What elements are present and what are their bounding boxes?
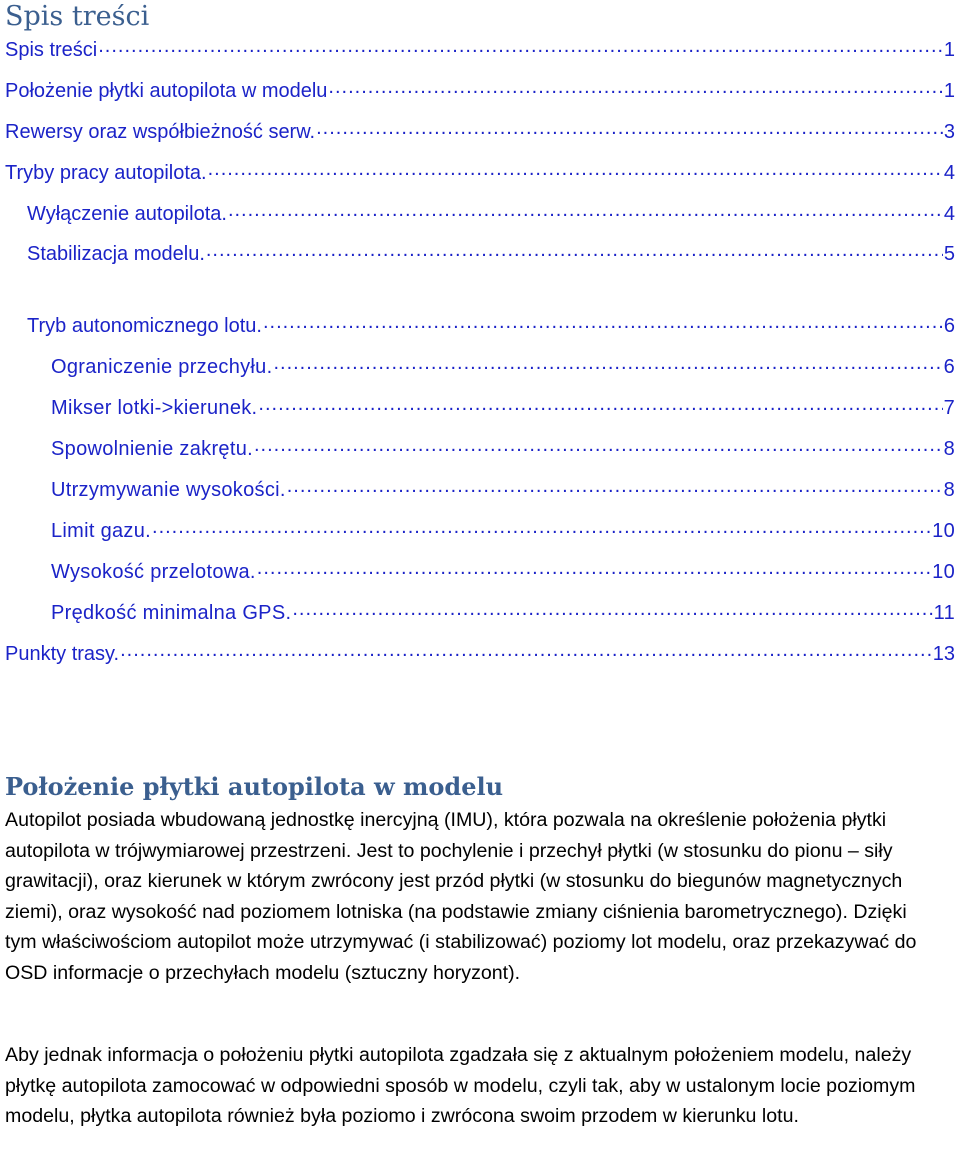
toc-leader-dots — [152, 517, 931, 537]
toc-leader-dots — [228, 200, 943, 220]
toc-entry-label: Tryby pracy autopilota. — [5, 162, 207, 184]
toc-leader-dots — [316, 118, 943, 138]
toc-entry-ograniczenie-przechylu[interactable] — [51, 353, 955, 379]
toc-leader-dots — [287, 476, 943, 496]
toc-entry-label: Mikser lotki->kierunek. — [51, 397, 258, 419]
toc-entry-page: 1 — [943, 39, 955, 61]
body-paragraph-1: Autopilot posiada wbudowaną jednostkę inercyjną (IMU), która pozwala na określenie położenia płytki autopilota w trójwymiarowej przestrzeni. Jest to pochylenie i przechył płytki (w stosunku do pionu – siły grawitacji), oraz kierunek w którym zwrócony jest przód płytki (w stosunku do biegunów magnetycznych ziemi), oraz wysokość nad poziomem lotniska (na podstawie zmiany ciśnienia barometrycznego). Dzięki tym właściwościom autopilot może utrzymywać (i stabilizować) poziomy lot modelu, oraz przekazywać do OSD informacje o przechyłach modelu (sztuczny horyzont). — [5, 809, 917, 984]
toc-entry-label: Ograniczenie przechyłu. — [51, 356, 273, 378]
toc-entry-page: 10 — [932, 561, 955, 583]
toc-entry-page: 7 — [943, 397, 955, 419]
body-paragraph-2: Aby jednak informacja o położeniu płytki autopilota zgadzała się z aktualnym położeniem modelu, należy płytkę autopilota zamocować w odpowiedni sposób w modelu, czyli tak, aby w ustalonym locie poziomym modelu, płytka autopilota również była poziomo i zwrócona swoim przodem w kierunku lotu. — [5, 1044, 916, 1127]
toc-entry-label: Rewersy oraz współbieżność serw. — [5, 121, 316, 143]
toc-entry-spowolnienie[interactable] — [51, 435, 955, 461]
toc-entry-label: Wysokość przelotowa. — [51, 561, 256, 583]
toc-entry-page: 8 — [943, 479, 955, 501]
toc-entry-label: Wyłączenie autopilota. — [27, 203, 227, 225]
toc-entry-label: Stabilizacja modelu. — [27, 243, 205, 265]
toc-leader-dots — [257, 558, 931, 578]
toc-leader-dots — [254, 435, 943, 455]
toc-entry-rewersy[interactable] — [5, 118, 955, 144]
toc-entry-predkosc-minimalna[interactable] — [51, 599, 955, 625]
toc-entry-page: 4 — [943, 162, 955, 184]
toc-entry-polozenie-plytki[interactable] — [5, 77, 955, 103]
toc-entry-punkty-trasy[interactable] — [5, 640, 955, 666]
toc-entry-page: 10 — [932, 520, 955, 542]
toc-leader-dots — [258, 394, 942, 414]
toc-entry-stabilizacja[interactable] — [27, 240, 955, 266]
toc-entry-tryb-autonomicznego[interactable] — [27, 312, 955, 338]
toc-entry-label: Prędkość minimalna GPS. — [51, 602, 292, 624]
toc-entry-label: Punkty trasy. — [5, 643, 120, 665]
toc-entry-page: 3 — [943, 121, 955, 143]
toc-entry-page: 6 — [943, 315, 955, 337]
toc-leader-dots — [208, 159, 943, 179]
toc-title: Spis treści — [5, 1, 150, 32]
toc-entry-tryby-pracy[interactable] — [5, 159, 955, 185]
toc-entry-label: Utrzymywanie wysokości. — [51, 479, 286, 501]
toc-leader-dots — [120, 640, 932, 660]
toc-leader-dots — [206, 240, 943, 260]
toc-entry-page: 11 — [933, 602, 955, 624]
toc-entry-spis-tresci[interactable] — [5, 36, 955, 62]
toc-entry-label: Limit gazu. — [51, 520, 152, 542]
toc-entry-limit-gazu[interactable] — [51, 517, 955, 543]
toc-entry-label: Położenie płytki autopilota w modelu — [5, 80, 328, 102]
toc-entry-page: 4 — [943, 203, 955, 225]
toc-leader-dots — [273, 353, 942, 373]
section-heading: Położenie płytki autopilota w modelu — [5, 772, 504, 801]
toc-entry-page: 5 — [943, 243, 955, 265]
toc-entry-wylaczenie[interactable] — [27, 200, 955, 226]
toc-entry-wysokosc-przelotowa[interactable] — [51, 558, 955, 584]
toc-entry-utrzymywanie[interactable] — [51, 476, 955, 502]
toc-entry-label: Tryb autonomicznego lotu. — [27, 315, 262, 337]
toc-entry-mikser[interactable] — [51, 394, 955, 420]
toc-entry-page: 13 — [932, 643, 955, 665]
toc-entry-label: Spowolnienie zakrętu. — [51, 438, 253, 460]
toc-entry-label: Spis treści — [5, 39, 98, 61]
toc-entry-page: 6 — [943, 356, 955, 378]
toc-entry-page: 8 — [943, 438, 955, 460]
toc-leader-dots — [98, 36, 943, 56]
toc-leader-dots — [292, 599, 932, 619]
toc-leader-dots — [263, 312, 943, 332]
toc-entry-page: 1 — [943, 80, 955, 102]
toc-leader-dots — [328, 77, 942, 97]
